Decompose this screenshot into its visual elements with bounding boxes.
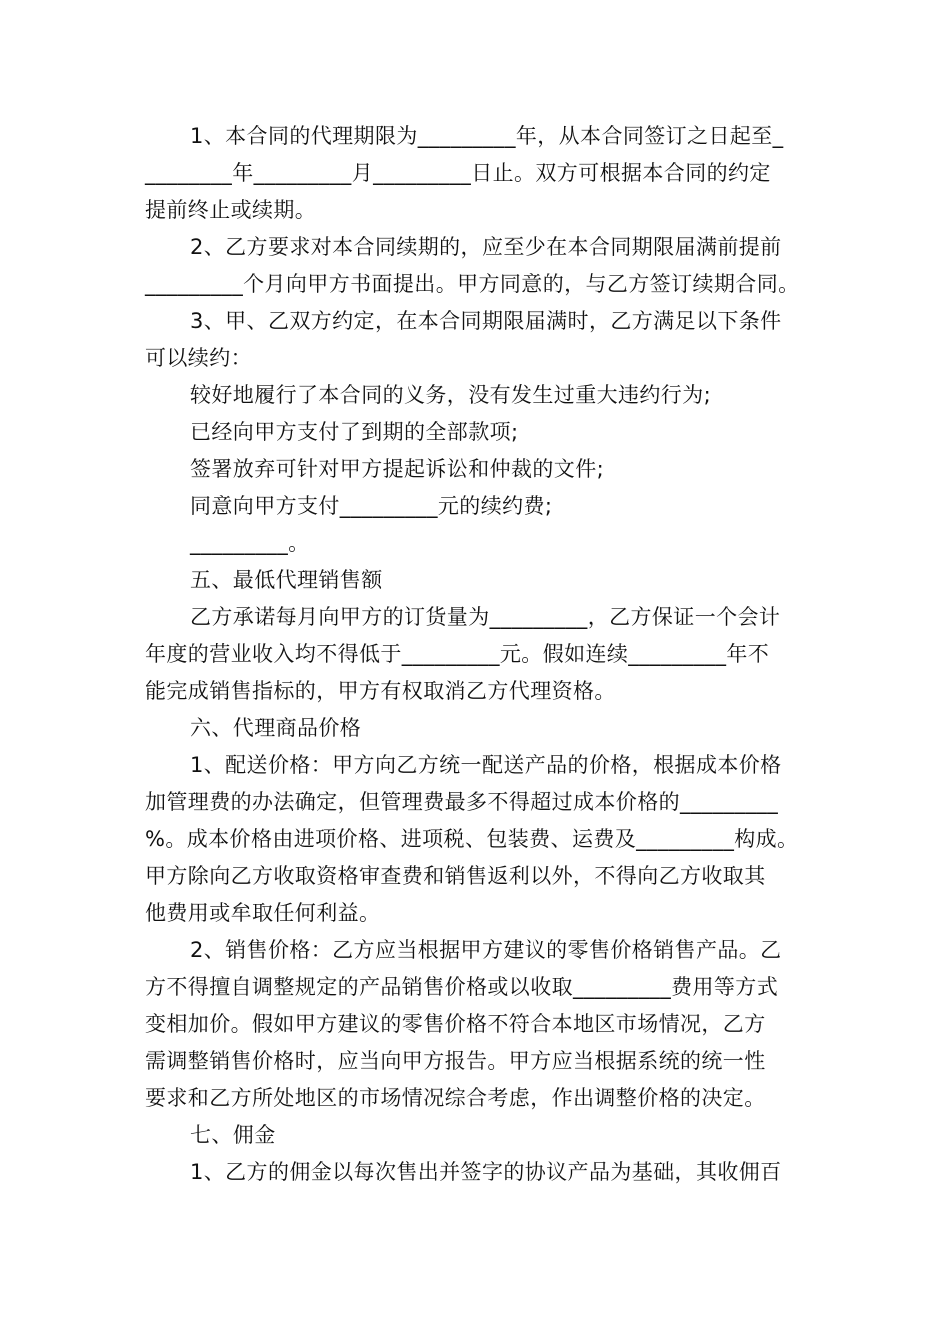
text-line: 已经向甲方支付了到期的全部款项; xyxy=(190,420,519,444)
text-line: 加管理费的办法确定，但管理费最多不得超过成本价格的_________ xyxy=(145,790,779,814)
text-line: 2、销售价格：乙方应当根据甲方建议的零售价格销售产品。乙 xyxy=(190,938,782,962)
text-line: 同意向甲方支付_________元的续约费; xyxy=(190,494,553,518)
text-line: 他费用或牟取任何利益。 xyxy=(145,901,381,925)
text-line: 需调整销售价格时，应当向甲方报告。甲方应当根据系统的统一性 xyxy=(145,1049,766,1073)
text-line: 可以续约： xyxy=(145,346,252,370)
text-line: 签署放弃可针对甲方提起诉讼和仲裁的文件; xyxy=(190,457,605,481)
text-line: 六、代理商品价格 xyxy=(190,716,362,740)
text-line: 方不得擅自调整规定的产品销售价格或以收取_________费用等方式 xyxy=(145,975,779,999)
text-line: 甲方除向乙方收取资格审查费和销售返利以外，不得向乙方收取其 xyxy=(145,864,766,888)
text-line: 1、本合同的代理期限为_________年，从本合同签订之日起至_ xyxy=(190,124,784,148)
text-line: 五、最低代理销售额 xyxy=(190,568,383,592)
document-body xyxy=(145,118,825,1191)
text-line: %。成本价格由进项价格、进项税、包装费、运费及_________构成。 xyxy=(145,827,799,851)
text-line: 1、配送价格：甲方向乙方统一配送产品的价格，根据成本价格 xyxy=(190,753,782,777)
text-line: 较好地履行了本合同的义务，没有发生过重大违约行为; xyxy=(190,383,712,407)
text-line: 七、佣金 xyxy=(190,1123,276,1147)
text-line: ________年_________月_________日止。双方可根据本合同的约定 xyxy=(145,161,771,185)
text-line: 乙方承诺每月向甲方的订货量为_________，乙方保证一个会计 xyxy=(190,605,781,629)
text-line: 变相加价。假如甲方建议的零售价格不符合本地区市场情况，乙方 xyxy=(145,1012,766,1036)
text-line: 2、乙方要求对本合同续期的，应至少在本合同期限届满前提前 xyxy=(190,235,782,259)
text-line: 提前终止或续期。 xyxy=(145,198,317,222)
text-line: 1、乙方的佣金以每次售出并签字的协议产品为基础，其收佣百 xyxy=(190,1160,782,1184)
text-line: 要求和乙方所处地区的市场情况综合考虑，作出调整价格的决定。 xyxy=(145,1086,766,1110)
text-line: _________个月向甲方书面提出。甲方同意的，与乙方签订续期合同。 xyxy=(145,272,800,296)
text-line: 3、甲、乙双方约定，在本合同期限届满时，乙方满足以下条件 xyxy=(190,309,782,333)
text-line: 年度的营业收入均不得低于_________元。假如连续_________年不 xyxy=(145,642,770,666)
text-line: _________。 xyxy=(190,531,310,555)
text-line: 能完成销售指标的，甲方有权取消乙方代理资格。 xyxy=(145,679,616,703)
